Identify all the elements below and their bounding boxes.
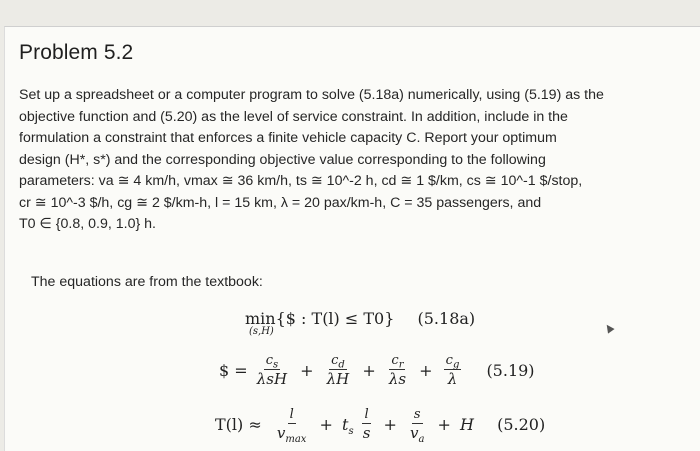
statement-line-5: parameters: va ≅ 4 km/h, vmax ≅ 36 km/h, ts ≅ 10^-2 h, cd ≅ 1 $/km, cs ≅ 10^-1 $/stop, [19, 173, 583, 189]
eq-519-term-3: $\frac{c_r}{\lambda s}$ [388, 353, 407, 388]
equation-5-19: $ = $\frac{c_s}{\text{λsH}}$ + $\frac{c_d}{\lambda H}$ + $\frac{c_r}{\lambda s}$ + $\frac{c_g}{\lambda}$ (5.19) [219, 353, 535, 388]
eq-519-term-4: $\frac{c_g}{\lambda}$ [445, 353, 460, 388]
eq-519-term-2: $\frac{c_d}{\lambda H}$ [326, 353, 350, 388]
eq-518a-subscript: (s,H) [249, 326, 274, 337]
eq-520-term-2: $\frac{l}{s}$ [362, 407, 371, 442]
eq-519-lhs: $ = [219, 361, 248, 380]
problem-title: Problem 5.2 [19, 41, 134, 64]
equation-5-20: T(l) ≈ $\frac{l}{v_{max}}$ + $t_s$ $\frac{l}{s}$ + $\frac{s}{v_a}$ + H (5.20) [215, 407, 546, 445]
statement-line-4: design (H*, s*) and the corresponding objective value corresponding to the following [19, 151, 546, 168]
problem-statement [19, 85, 695, 236]
statement-line-2: objective function and (5.20) as the level of service constraint. In addition, include in the [19, 108, 568, 125]
eq-520-term-3: $\frac{s}{v_a}$ [410, 407, 425, 445]
eq-520-label: (5.20) [497, 415, 546, 434]
eq-518a-label: (5.18a) [417, 309, 476, 328]
eq-519-term-1: $\frac{c_s}{\text{λsH}}$ [256, 353, 288, 388]
eq-520-term-1: $\frac{l}{v_{max}}$ [276, 407, 307, 445]
eq-519-label: (5.19) [486, 361, 535, 380]
problem-page [4, 26, 700, 451]
mouse-cursor-icon [603, 322, 614, 333]
eq-518a-expression: min{$ : T(l) ≤ T0} [245, 309, 395, 328]
statement-line-1: Set up a spreadsheet or a computer program to solve (5.18a) numerically, using (5.19) as the [19, 87, 604, 103]
statement-line-7: T0 ∈ {0.8, 0.9, 1.0} h. [19, 216, 156, 232]
statement-line-6: cr ≅ 10^-3 $/h, cg ≅ 2 $/km-h, l = 15 km, λ = 20 pax/km-h, C = 35 passengers, and [19, 194, 542, 211]
equations-note: The equations are from the textbook: [31, 274, 263, 290]
eq-520-lhs: T(l) ≈ [215, 415, 262, 434]
statement-line-3: formulation a constraint that enforces a finite vehicle capacity C. Report your optimum [19, 130, 557, 146]
eq-520-term-4: H [460, 415, 474, 434]
equation-5-18a [245, 309, 475, 337]
